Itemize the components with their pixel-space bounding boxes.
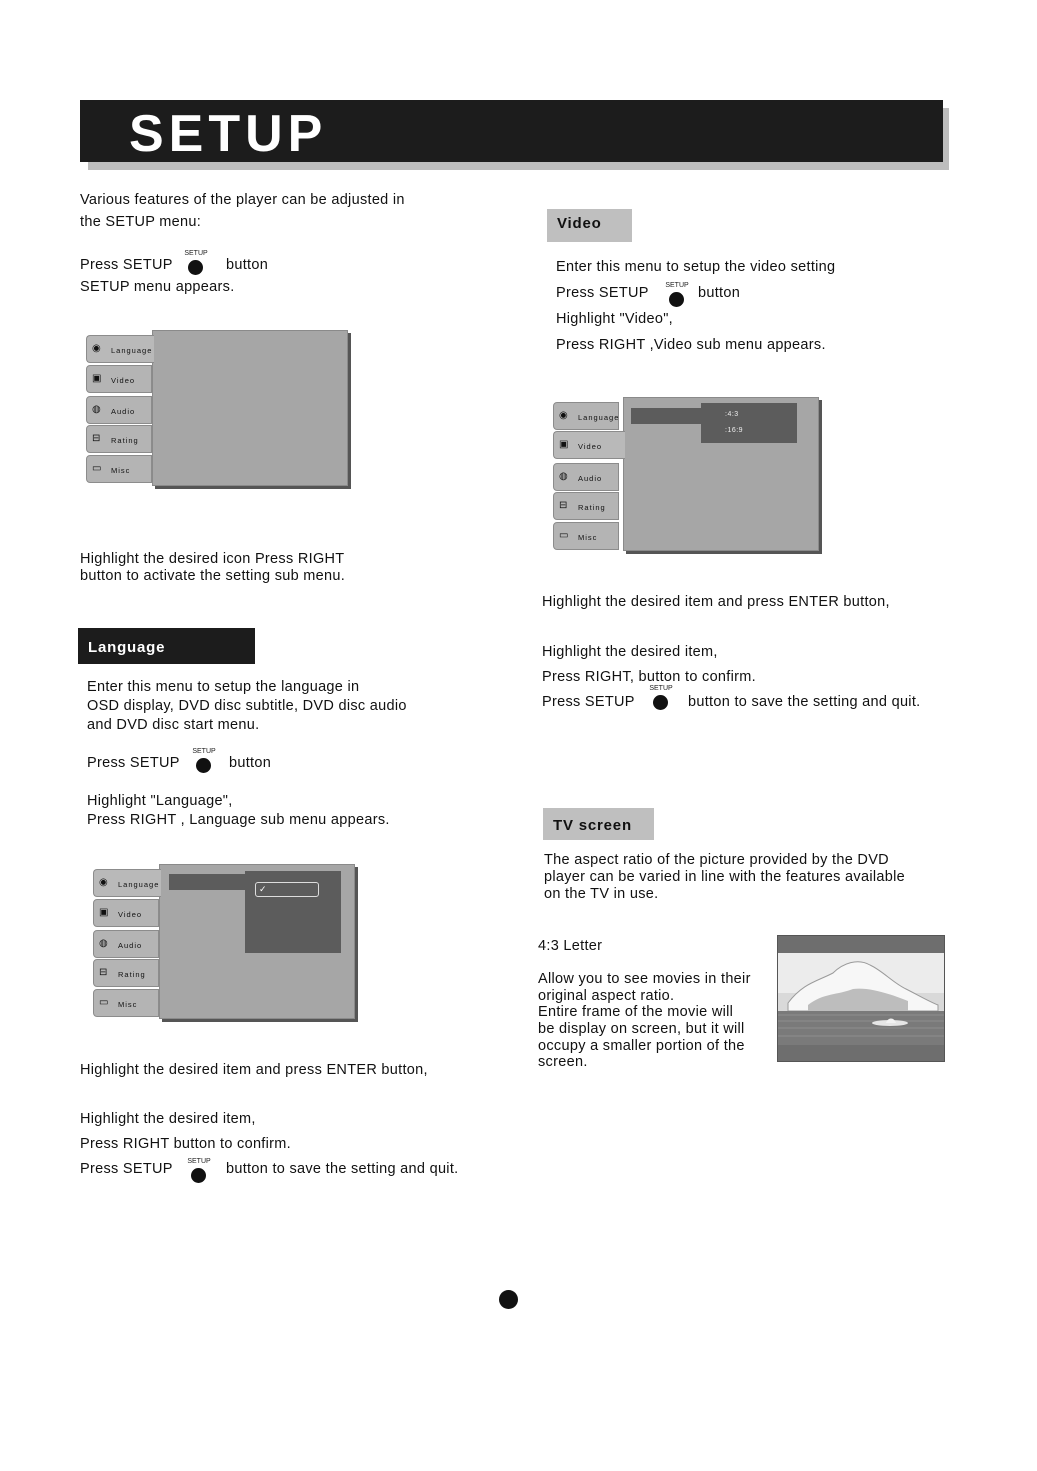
eye-icon: ◉ [559,410,568,421]
language-highlight: Highlight "Language", [87,793,233,809]
tv-screen-heading: TV screen [543,808,654,840]
tv-text-3: Entire frame of the movie will [538,1004,734,1020]
tv-text-2: original aspect ratio. [538,988,675,1004]
video-step-4: Press SETUP [542,694,635,710]
language-heading: Language [78,628,255,664]
setup-button-icon: SETUP [188,748,220,774]
tab-rating: ⊟ Rating [86,425,152,453]
tv-text-5: occupy a smaller portion of the [538,1038,745,1054]
check-item: ✓ [255,882,319,897]
tv-desc-3: on the TV in use. [544,886,659,902]
misc-icon: ▭ [92,463,102,474]
language-press-setup: Press SETUP [87,755,180,771]
language-desc-1: Enter this menu to setup the language in [87,679,360,695]
intro-highlight-1: Highlight the desired icon Press RIGHT [80,551,345,567]
video-press-setup: Press SETUP [556,285,649,301]
language-step-4-end: button to save the setting and quit. [226,1161,459,1177]
intro-line-1: Various features of the player can be adjusted in [80,192,405,208]
tab-audio: ◍ Audio [93,930,159,958]
tab-misc: ▭ Misc [553,522,619,550]
iceberg-illustration [778,953,944,1045]
lock-icon: ⊟ [559,500,568,511]
language-desc-3: and DVD disc start menu. [87,717,260,733]
video-heading: Video [547,209,632,242]
submenu-box [701,403,797,443]
language-menu-figure [93,864,359,1024]
language-step-2: Highlight the desired item, [80,1111,256,1127]
tv-text-4: be display on screen, but it will [538,1021,745,1037]
audio-icon: ◍ [559,471,568,482]
tab-misc: ▭ Misc [93,989,159,1017]
tab-video: ▣ Video [86,365,152,393]
iceberg-image [778,953,944,1045]
video-icon: ▣ [559,439,569,450]
video-option-4-3: :4:3 [725,411,739,418]
video-menu-figure [553,397,823,557]
highlight-bar [169,874,249,890]
video-icon: ▣ [99,907,109,918]
intro-line-2: the SETUP menu: [80,214,202,230]
video-icon: ▣ [92,373,102,384]
tv-mode-label: 4:3 Letter [538,938,603,954]
setup-menu-figure [86,330,352,490]
highlight-bar [631,408,705,424]
audio-icon: ◍ [99,938,108,949]
tab-audio: ◍ Audio [553,463,619,491]
video-step-2: Highlight the desired item, [542,644,718,660]
tab-rating: ⊟ Rating [93,959,159,987]
video-option-16-9: :16:9 [725,427,744,434]
misc-icon: ▭ [99,997,109,1008]
tab-video: ▣ Video [553,431,625,459]
language-step-4: Press SETUP [80,1161,173,1177]
tab-rating: ⊟ Rating [553,492,619,520]
setup-button-icon: SETUP [661,282,693,308]
video-desc: Enter this menu to setup the video setting [556,259,836,275]
setup-button-icon: SETUP [183,1158,215,1184]
language-button-word: button [229,755,272,771]
language-step-1: Highlight the desired item and press ENTER button, [80,1062,428,1078]
language-desc-2: OSD display, DVD disc subtitle, DVD disc audio [87,698,407,714]
header-bar [80,100,943,162]
misc-icon: ▭ [559,530,569,541]
page-title: SETUP [129,105,328,163]
page-number-marker [499,1290,518,1309]
video-step-4-end: button to save the setting and quit. [688,694,921,710]
intro-button-word: button [226,257,269,273]
lock-icon: ⊟ [99,967,108,978]
intro-highlight-2: button to activate the setting sub menu. [80,568,346,584]
tv-text-6: screen. [538,1054,588,1070]
video-step-1: Highlight the desired item and press ENTER button, [542,594,890,610]
eye-icon: ◉ [99,877,108,888]
tab-audio: ◍ Audio [86,396,152,424]
setup-button-icon: SETUP [645,685,677,711]
audio-icon: ◍ [92,404,101,415]
video-press-right: Press RIGHT ,Video sub menu appears. [556,337,826,353]
tv-desc-2: player can be varied in line with the features available [544,869,905,885]
setup-button-icon: SETUP [180,250,212,276]
intro-menu-appears: SETUP menu appears. [80,279,235,295]
tab-language: ◉ Language [86,335,154,363]
intro-press-setup: Press SETUP [80,257,173,273]
tab-video: ▣ Video [93,899,159,927]
tv-desc-1: The aspect ratio of the picture provided by the DVD [544,852,889,868]
language-press-right: Press RIGHT , Language sub menu appears. [87,812,390,828]
video-step-3: Press RIGHT, button to confirm. [542,669,756,685]
tab-language: ◉ Language [553,402,619,430]
video-button-word: button [698,285,741,301]
lock-icon: ⊟ [92,433,101,444]
menu-panel [152,330,348,486]
video-highlight: Highlight "Video", [556,311,673,327]
eye-icon: ◉ [92,343,101,354]
tab-language: ◉ Language [93,869,161,897]
tab-misc: ▭ Misc [86,455,152,483]
language-step-3: Press RIGHT button to confirm. [80,1136,291,1152]
letterbox-photo [777,935,945,1062]
tv-text-1: Allow you to see movies in their [538,971,751,987]
